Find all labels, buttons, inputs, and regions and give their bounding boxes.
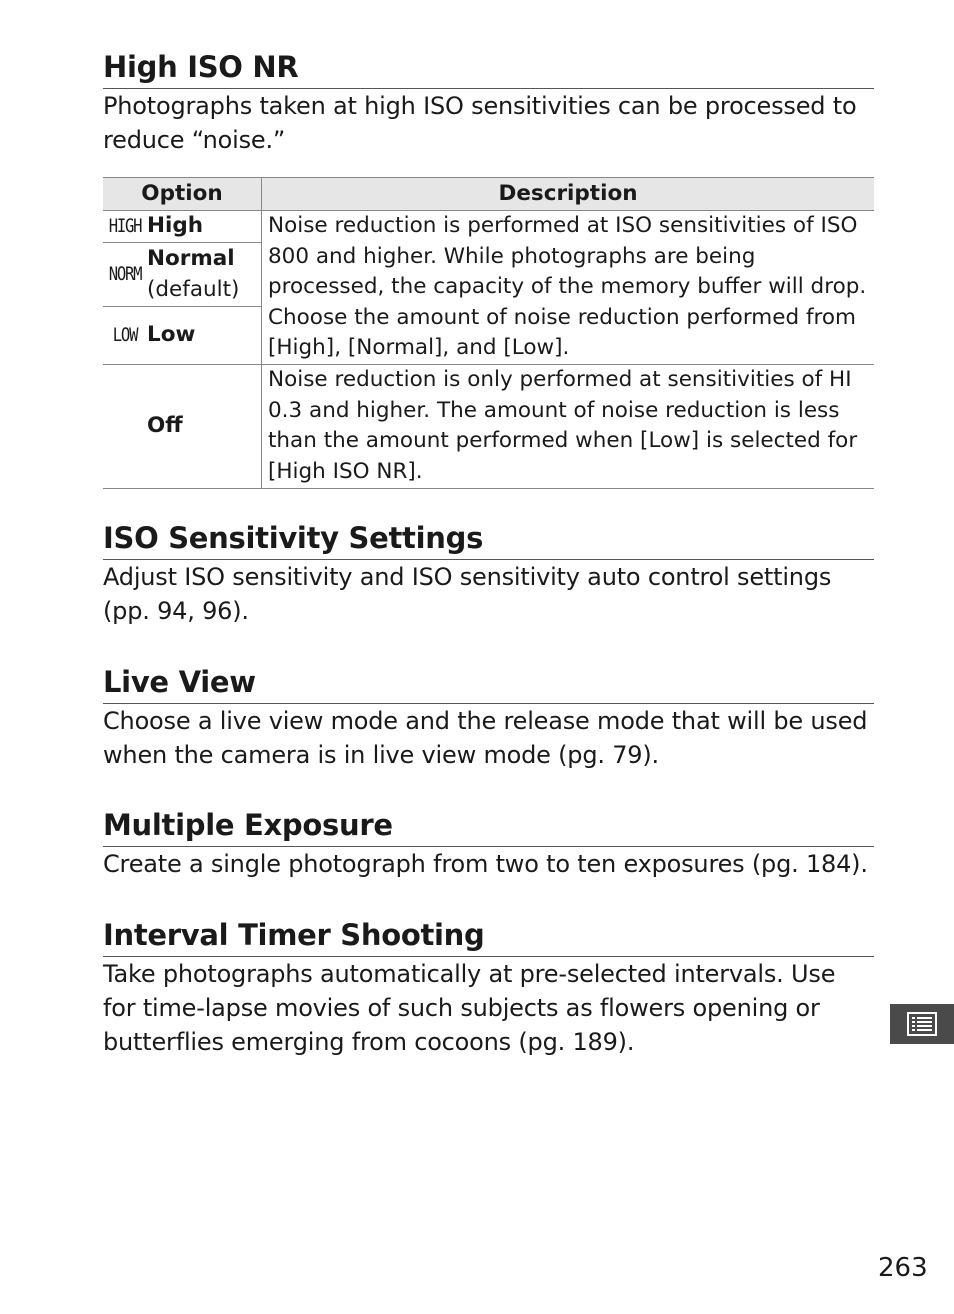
description-off: Noise reduction is only performed at sensitivities of HI 0.3 and higher. The amount of noise reduction is less than the amount performed when [Low] is selected for [High ISO NR]. [268,367,858,484]
section-high-iso-nr [103,48,874,157]
text-high-iso-nr: Photographs taken at high ISO sensitivities can be processed to reduce “noise.” [103,92,857,154]
table-row [103,365,874,489]
text-iso-sensitivity: Adjust ISO sensitivity and ISO sensitivity auto control settings (pp. 94, 96). [103,563,832,625]
section-iso-sensitivity [103,519,874,628]
table-row [103,211,874,243]
option-high: High [147,213,204,239]
high-nr-icon: HIGH [108,215,142,238]
heading-interval-timer: Interval Timer Shooting [103,916,874,957]
section-live-view [103,663,874,772]
menu-list-icon [890,1004,954,1044]
option-normal-default: (default) [147,276,240,302]
option-normal: Normal [147,246,235,271]
heading-multiple-exposure: Multiple Exposure [103,806,874,847]
heading-iso-sensitivity: ISO Sensitivity Settings [103,519,874,560]
header-option: Option [103,178,262,211]
section-interval-timer [103,916,874,1059]
norm-nr-icon: NORM [108,263,142,286]
section-multiple-exposure [103,806,874,881]
page-number: 263 [878,1253,928,1283]
option-off: Off [147,413,183,439]
heading-live-view: Live View [103,663,874,704]
header-description: Description [262,178,875,211]
text-interval-timer: Take photographs automatically at pre-selected intervals. Use for time-lapse movies of such subjects as flowers opening or butterflies emerging from cocoons (pg. 189). [103,960,836,1056]
text-multiple-exposure: Create a single photograph from two to ten exposures (pg. 184). [103,850,868,878]
menu-list-icon-glyph [907,1012,937,1036]
heading-high-iso-nr: High ISO NR [103,48,874,89]
option-low: Low [147,322,196,348]
description-on: Noise reduction is performed at ISO sensitivities of ISO 800 and higher. While photographs are being processed, the capacity of the memory buffer will drop. Choose the amount of noise reduction performed from [High], [Normal], and [Low]. [268,213,867,360]
text-live-view: Choose a live view mode and the release mode that will be used when the camera is in live view mode (pg. 79). [103,707,868,769]
options-table [103,177,874,489]
low-nr-icon: LOW [112,324,138,347]
